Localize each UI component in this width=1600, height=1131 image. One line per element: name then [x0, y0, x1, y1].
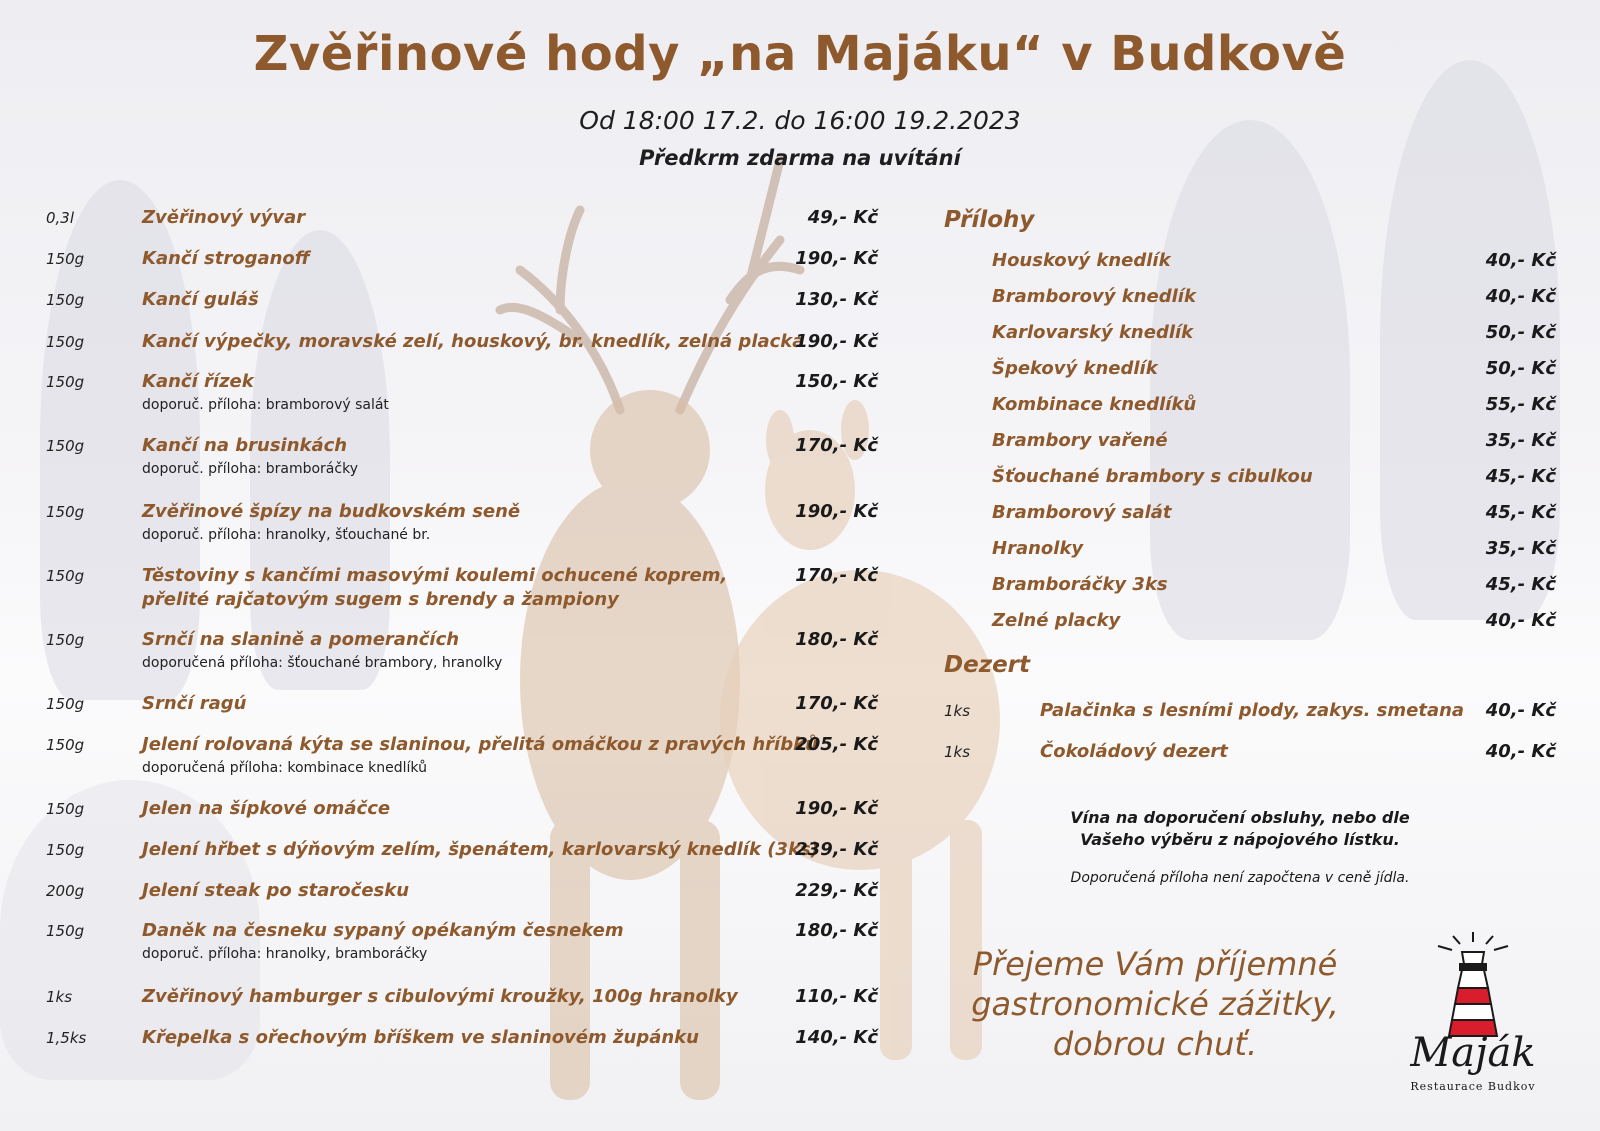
item-quantity: 200g [46, 882, 85, 900]
side-item [944, 286, 1556, 316]
menu-item [0, 922, 900, 972]
item-name: Těstoviny s kančími masovými koulemi ochucené koprem, [142, 565, 728, 586]
lighthouse-icon [1378, 930, 1568, 1040]
item-quantity: 0,3l [46, 209, 75, 227]
side-item [944, 538, 1556, 568]
item-name: Zvěřinový hamburger s cibulovými kroužky, 100g hranolky [142, 986, 738, 1007]
side-name: Bramboráčky 3ks [992, 574, 1168, 595]
dessert-heading: Dezert [944, 652, 1031, 678]
item-price: 170,- Kč [795, 693, 878, 714]
wine-note-line: Vína na doporučení obsluhy, nebo dle [1070, 808, 1410, 827]
side-price: 35,- Kč [1485, 430, 1556, 451]
item-quantity: 150g [46, 841, 85, 859]
side-item [944, 358, 1556, 388]
side-price: 45,- Kč [1485, 574, 1556, 595]
item-quantity: 150g [46, 437, 85, 455]
item-name: Zvěřinový vývar [142, 207, 306, 228]
item-quantity: 150g [46, 800, 85, 818]
side-item [944, 250, 1556, 280]
event-dates: Od 18:00 17.2. do 16:00 19.2.2023 [579, 106, 1021, 135]
sides-heading: Přílohy [944, 207, 1035, 233]
item-price: 205,- Kč [795, 734, 878, 755]
side-name: Houskový knedlík [992, 250, 1171, 271]
dessert-name: Čokoládový dezert [1040, 741, 1228, 762]
item-name: Jelení hřbet s dýňovým zelím, špenátem, karlovarský knedlík (3ks) [142, 839, 819, 860]
dessert-quantity: 1ks [944, 702, 971, 720]
item-name: Křepelka s ořechovým bříškem ve slaninovém župánku [142, 1027, 699, 1048]
side-name: Bramborový salát [992, 502, 1172, 523]
closing-wish-line: Přejeme Vám příjemné [972, 945, 1338, 983]
menu-item [0, 736, 900, 786]
item-price: 130,- Kč [795, 289, 878, 310]
side-name: Bramborový knedlík [992, 286, 1196, 307]
item-name: Kančí stroganoff [142, 248, 310, 269]
item-quantity: 150g [46, 333, 85, 351]
side-price: 40,- Kč [1485, 286, 1556, 307]
wine-note-line: Vašeho výběru z nápojového lístku. [1080, 830, 1400, 849]
menu-item [0, 373, 900, 423]
item-price: 49,- Kč [807, 207, 878, 228]
item-price: 180,- Kč [795, 629, 878, 650]
item-name: Zvěřinové špízy na budkovském seně [142, 501, 521, 522]
item-price: 190,- Kč [795, 501, 878, 522]
item-name-continued: přelité rajčatovým sugem s brendy a žampiony [142, 589, 619, 610]
menu-item [0, 1029, 900, 1079]
side-price: 40,- Kč [1485, 250, 1556, 271]
free-starter-note: Předkrm zdarma na uvítání [639, 146, 961, 170]
side-price: 55,- Kč [1485, 394, 1556, 415]
closing-wish-line: dobrou chuť. [1052, 1025, 1258, 1063]
side-name: Hranolky [992, 538, 1084, 559]
item-name: Kančí výpečky, moravské zelí, houskový, br. knedlík, zelná placka [142, 331, 805, 352]
logo-name: Maják [1410, 1030, 1536, 1076]
item-price: 140,- Kč [795, 1027, 878, 1048]
item-price: 180,- Kč [795, 920, 878, 941]
item-quantity: 150g [46, 736, 85, 754]
item-price: 190,- Kč [795, 798, 878, 819]
item-name: Kančí na brusinkách [142, 435, 348, 456]
side-item [944, 610, 1556, 640]
page-title: Zvěřinové hody „na Majáku“ v Budkově [253, 26, 1347, 82]
closing-wish-line: gastronomické zážitky, [971, 985, 1339, 1023]
item-name: Daněk na česneku sypaný opékaným česnekem [142, 920, 624, 941]
item-quantity: 150g [46, 291, 85, 309]
item-name: Jelen na šípkové omáčce [142, 798, 391, 819]
item-note: doporuč. příloha: hranolky, bramboráčky [142, 946, 428, 962]
dessert-name: Palačinka s lesními plody, zakys. smetana [1040, 700, 1465, 721]
item-quantity: 150g [46, 631, 85, 649]
item-quantity: 150g [46, 695, 85, 713]
side-name: Brambory vařené [992, 430, 1168, 451]
item-note: doporučená příloha: šťouchané brambory, hranolky [142, 655, 503, 671]
dessert-item [944, 700, 1556, 730]
logo-subtitle: Restaurace Budkov [1410, 1080, 1536, 1093]
side-price: 35,- Kč [1485, 538, 1556, 559]
dessert-item [944, 741, 1556, 771]
item-price: 239,- Kč [795, 839, 878, 860]
item-price: 190,- Kč [795, 331, 878, 352]
side-price: 40,- Kč [1485, 610, 1556, 631]
item-name: Kančí řízek [142, 371, 254, 392]
dessert-price: 40,- Kč [1485, 741, 1556, 762]
menu-item [0, 631, 900, 681]
side-item [944, 322, 1556, 352]
side-price: 45,- Kč [1485, 502, 1556, 523]
wine-note [1060, 807, 1420, 851]
item-name: Srnčí ragú [142, 693, 247, 714]
dessert-quantity: 1ks [944, 743, 971, 761]
item-note: doporuč. příloha: hranolky, šťouchané br. [142, 527, 431, 543]
side-name: Špekový knedlík [992, 358, 1158, 379]
item-name: Jelení rolovaná kýta se slaninou, přelitá omáčkou z pravých hříbků [142, 734, 818, 755]
item-quantity: 150g [46, 250, 85, 268]
item-price: 110,- Kč [795, 986, 878, 1007]
item-quantity: 150g [46, 922, 85, 940]
side-name: Šťouchané brambory s cibulkou [992, 466, 1313, 487]
menu-item [0, 503, 900, 553]
item-quantity: 150g [46, 373, 85, 391]
item-price: 170,- Kč [795, 565, 878, 586]
item-note: doporučená příloha: kombinace knedlíků [142, 760, 427, 776]
side-price: 45,- Kč [1485, 466, 1556, 487]
item-note: doporuč. příloha: bramboráčky [142, 461, 358, 477]
item-note: doporuč. příloha: bramborový salát [142, 397, 389, 413]
item-quantity: 150g [46, 503, 85, 521]
side-price: 50,- Kč [1485, 358, 1556, 379]
item-quantity: 1,5ks [46, 1029, 87, 1047]
closing-wish [950, 944, 1360, 1064]
item-name: Srnčí na slanině a pomerančích [142, 629, 460, 650]
item-price: 170,- Kč [795, 435, 878, 456]
side-price: 50,- Kč [1485, 322, 1556, 343]
dessert-price: 40,- Kč [1485, 700, 1556, 721]
item-name: Jelení steak po staročesku [142, 880, 410, 901]
menu-item [0, 567, 900, 617]
menu-item [0, 437, 900, 487]
side-item [944, 466, 1556, 496]
side-item [944, 430, 1556, 460]
side-price-disclaimer: Doporučená příloha není započtena v ceně jídla. [1070, 870, 1410, 886]
side-item [944, 574, 1556, 604]
item-price: 150,- Kč [795, 371, 878, 392]
item-quantity: 150g [46, 567, 85, 585]
side-item [944, 394, 1556, 424]
item-name: Kančí guláš [142, 289, 259, 310]
side-item [944, 502, 1556, 532]
side-name: Kombinace knedlíků [992, 394, 1197, 415]
item-price: 229,- Kč [795, 880, 878, 901]
restaurant-logo [1378, 930, 1568, 1110]
item-quantity: 1ks [46, 988, 73, 1006]
side-name: Zelné placky [992, 610, 1121, 631]
item-price: 190,- Kč [795, 248, 878, 269]
side-name: Karlovarský knedlík [992, 322, 1194, 343]
